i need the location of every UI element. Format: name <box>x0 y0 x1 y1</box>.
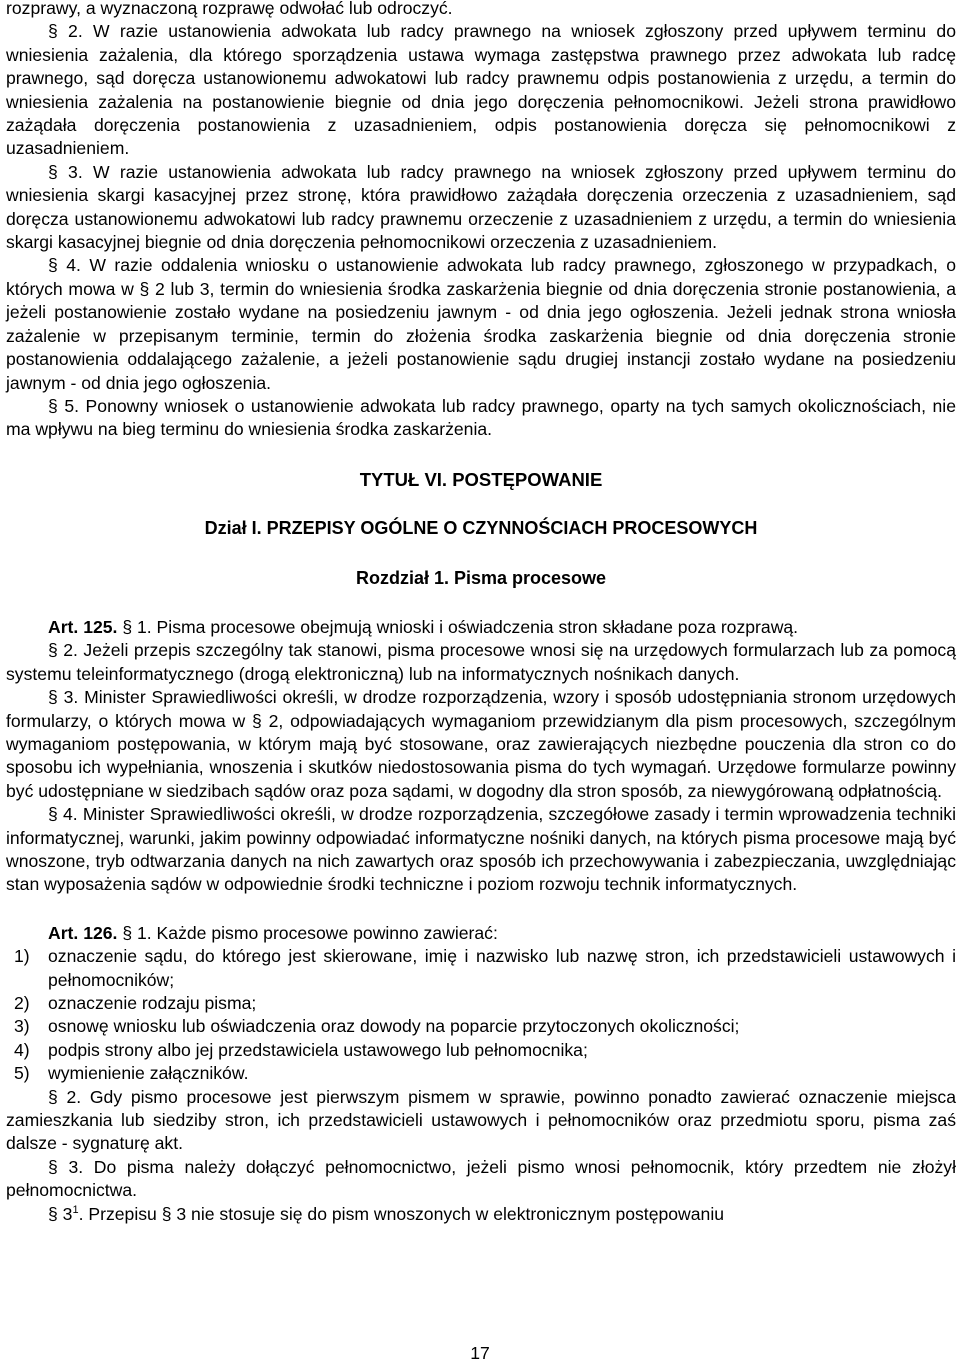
list-item <box>6 1015 956 1038</box>
list-item <box>6 992 956 1015</box>
list-item-number: 2) <box>14 993 30 1014</box>
list-item <box>6 945 956 992</box>
superscript: 1 <box>72 1203 79 1216</box>
art125-paragraph-1 <box>48 616 956 639</box>
art126-list <box>6 945 956 1085</box>
art125-p1-text: § 1. Pisma procesowe obejmują wnioski i oświadczenia stron składane poza rozprawą. <box>122 616 799 637</box>
list-item-number: 5) <box>14 1063 30 1084</box>
art125-paragraph-4: § 4. Minister Sprawiedliwości określi, w drodze rozporządzenia, szczegółowe zasady i termin wprowadzenia techniki informatycznej, warunki, jakim powinny odpowiadać informatyczne nośniki danych, na których pisma procesowe mają być wnoszone, tryb odtwarzania danych na nich zawartych oraz sposób ich przechowywania i zabezpieczania, uwzględniając stan wyposażenia sądów w odpowiednie środki techniczne i poziom rozwoju technik informatycznych. <box>6 804 956 895</box>
art125-paragraph-2: § 2. Jeżeli przepis szczególny tak stanowi, pisma procesowe wnosi się na urzędowych formularzach lub za pomocą systemu teleinformatycznego (drogą elektroniczną) lub na informatycznych nośnikach danych. <box>6 640 956 684</box>
art125-paragraph-3: § 3. Minister Sprawiedliwości określi, w drodze rozporządzenia, wzory i sposób udostępniania stronom urzędowych formularzy, o których mowa w § 2, odpowiadających wymaganiom przewidzianym dla pism procesowych, szczególnym wymaganiom postępowania, w którym mają być stosowane, oraz zawierających niezbędne pouczenia dla stron co do sposobu ich wypełniania, wnoszenia i skutków niedostosowania pisma do tych wymagań. Urzędowe formularze powinny być udostępniane w siedzibach sądów oraz poza sądami, w dogodny dla stron sposób, za niewygórowaną odpłatnością. <box>6 687 956 801</box>
art126-paragraph-3-1 <box>6 1203 956 1226</box>
list-item-text: wymienienie załączników. <box>48 1063 249 1084</box>
paragraph-3: § 3. W razie ustanowienia adwokata lub radcy prawnego na wniosek zgłoszony przed upływem terminu do wniesienia skargi kasacyjnej przez stronę, która prawidłowo zażądała doręczenia orzeczenia z uzasadnieniem, sąd doręcza ustanowionemu adwokatowi lub radcy prawnemu orzeczenie z uzasadnieniem z urzędu, a termin do wniesienia skargi kasacyjnej biegnie od dnia doręczenia pełnomocnikowi orzeczenia z uzasadnieniem. <box>6 161 956 253</box>
document-page <box>6 0 956 1226</box>
list-item-text: oznaczenie sądu, do którego jest skierowane, imię i nazwisko lub nazwę stron, ich przedstawicieli ustawowych i pełnomocników; <box>48 946 956 990</box>
art126-label: Art. 126. <box>48 922 118 943</box>
paragraph-5: § 5. Ponowny wniosek o ustanowienie adwokata lub radcy prawnego, oparty na tych samych okolicznościach, nie ma wpływu na bieg terminu do wniesienia środka zaskarżenia. <box>6 395 956 440</box>
list-item-text: oznaczenie rodzaju pisma; <box>48 993 257 1014</box>
list-item <box>6 1062 956 1085</box>
paragraph-4: § 4. W razie oddalenia wniosku o ustanowienie adwokata lub radcy prawnego, zgłoszonego w przypadkach, o których mowa w § 2 lub 3, termin do wniesienia środka zaskarżenia biegnie od dnia doręczenia stronie postanowienia, a jeżeli postanowienie zostało wydane na posiedzeniu jawnym - od dnia jego ogłoszenia. Jeżeli jednak strona wniosła zażalenie w przepisanym terminie, termin do złożenia środka zaskarżenia biegnie od dnia doręczenia stronie postanowienia oddalającego zażalenie, a jeżeli postanowienie sądu drugiej instancji zostało wydane na posiedzeniu jawnym - od dnia jego ogłoszenia. <box>6 255 956 393</box>
list-item <box>6 1039 956 1062</box>
art126-paragraph-2: § 2. Gdy pismo procesowe jest pierwszym pismem w sprawie, powinno ponadto zawierać oznaczenie miejsca zamieszkania lub siedziby stron, ich przedstawicieli ustawowych i pełnomocników oraz przedmiotu sporu, pisma zaś dalsze - sygnaturę akt. <box>6 1086 956 1154</box>
continuation-text: rozprawy, a wyznaczoną rozprawę odwołać lub odroczyć. <box>6 0 453 18</box>
list-item-text: osnowę wniosku lub oświadczenia oraz dowody na poparcie przytoczonych okoliczności; <box>48 1016 740 1037</box>
art126-paragraph-1 <box>48 922 956 945</box>
section-heading: Dział I. PRZEPISY OGÓLNE O CZYNNOŚCIACH PROCESOWYCH <box>204 518 758 539</box>
list-item-number: 3) <box>14 1016 30 1037</box>
art126-paragraph-3: § 3. Do pisma należy dołączyć pełnomocnictwo, jeżeli pismo wnosi pełnomocnik, który przedtem nie złożył pełnomocnictwa. <box>6 1156 956 1201</box>
art125-label: Art. 125. <box>48 616 118 637</box>
list-item-number: 4) <box>14 1039 30 1060</box>
chapter-heading: Rozdział 1. Pisma procesowe <box>355 567 607 588</box>
title-heading: TYTUŁ VI. POSTĘPOWANIE <box>359 468 603 490</box>
list-item-text: podpis strony albo jej przedstawiciela ustawowego lub pełnomocnika; <box>48 1039 588 1060</box>
paragraph-prefix: § 3 <box>48 1203 73 1224</box>
paragraph-text: . Przepisu § 3 nie stosuje się do pism wnoszonych w elektronicznym postępowaniu <box>78 1203 725 1224</box>
list-item-number: 1) <box>14 946 30 967</box>
art126-p1-text: § 1. Każde pismo procesowe powinno zawierać: <box>122 922 498 943</box>
paragraph-2: § 2. W razie ustanowienia adwokata lub radcy prawnego na wniosek zgłoszony przed upływem terminu do wniesienia zażalenia, dla którego sporządzenia ustawa wymaga zastępstwa prawnego przez adwokata lub radcę prawnego, sąd doręcza ustanowionemu adwokatowi lub radcy prawnemu odpis postanowienia z urzędu, a termin do wniesienia zażalenia na postanowienie biegnie od dnia jego doręczenia pełnomocnikowi. Jeżeli strona prawidłowo zażądała doręczenia postanowienia z uzasadnieniem, odpis postanowienia doręcza się pełnomocnikowi z uzasadnieniem. <box>6 21 956 159</box>
page-number: 17 <box>470 1343 490 1363</box>
